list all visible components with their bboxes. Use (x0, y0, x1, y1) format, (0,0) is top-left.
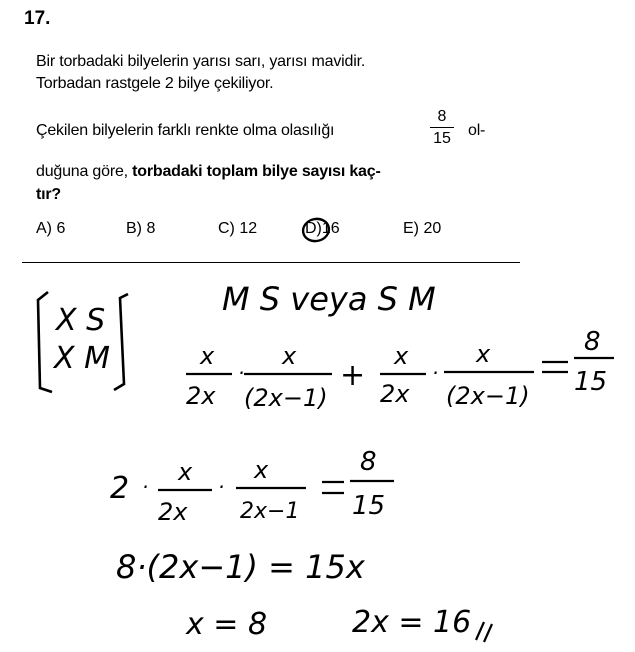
equation-4-left: x = 8 (186, 607, 268, 642)
question-line-3: Çekilen bilyelerin farklı renkte olma olasılığı (36, 122, 335, 139)
svg-text:·: · (218, 475, 225, 499)
left-bracket (38, 292, 52, 392)
fraction-numerator: 8 (437, 108, 447, 125)
question-line-5: tır? (36, 186, 61, 203)
eq1-term2-num: x (282, 342, 297, 370)
option-d-value: 16 (321, 220, 340, 237)
question-line-1: Bir torbadaki bilyelerin yarısı sarı, yarısı mavidir. (36, 53, 366, 70)
eq2-term2-den: 2x−1 (240, 499, 300, 524)
eq2-term1-den: 2x (158, 498, 188, 526)
svg-text:·: · (238, 361, 245, 385)
eq2-term2-num: x (254, 456, 269, 484)
question-number: 17. (24, 8, 51, 29)
eq1-term4-den: (2x−1) (446, 382, 530, 410)
question-line-2: Torbadan rastgele 2 bilye çekiliyor. (36, 75, 274, 92)
cases-header: M S veya S M (222, 280, 436, 318)
eq1-term2-den: (2x−1) (244, 384, 328, 412)
box-line-2: X M (54, 341, 110, 376)
eq1-term3-num: x (394, 342, 409, 370)
option-e[interactable]: E) 20 (403, 220, 442, 237)
eq2-rhs-num: 8 (360, 447, 377, 477)
eq1-term1-num: x (200, 342, 215, 370)
eq1-plus: + (340, 358, 366, 393)
option-c[interactable]: C) 12 (218, 220, 258, 237)
eq1-rhs-den: 15 (574, 367, 608, 397)
question-emphasis: torbadaki toplam bilye sayısı kaç- (132, 163, 381, 180)
svg-text:·: · (432, 361, 439, 385)
equation-4-right: 2x = 16 (352, 605, 472, 640)
eq2-coefficient: 2 (110, 471, 130, 506)
option-d-label: D) (305, 220, 322, 237)
eq1-term3-den: 2x (380, 380, 410, 408)
equation-3: 8·(2x−1) = 15x (116, 548, 365, 586)
fraction-denominator: 15 (433, 130, 451, 147)
answer-end-mark (476, 622, 492, 642)
eq1-term4-num: x (476, 340, 491, 368)
eq1-term1-den: 2x (186, 382, 216, 410)
eq1-rhs-num: 8 (584, 327, 601, 357)
option-b[interactable]: B) 8 (126, 220, 156, 237)
box-line-1: X S (56, 303, 106, 338)
eq2-term1-num: x (178, 458, 193, 486)
option-a[interactable]: A) 6 (36, 220, 66, 237)
equation-1 (186, 327, 614, 412)
svg-text:·: · (142, 475, 149, 499)
equation-2 (110, 447, 394, 526)
eq2-rhs-den: 15 (352, 491, 386, 521)
question-line-3-end: ol- (468, 122, 486, 139)
question-line-4-plain: duğuna göre, (36, 163, 133, 180)
right-bracket (114, 294, 128, 390)
